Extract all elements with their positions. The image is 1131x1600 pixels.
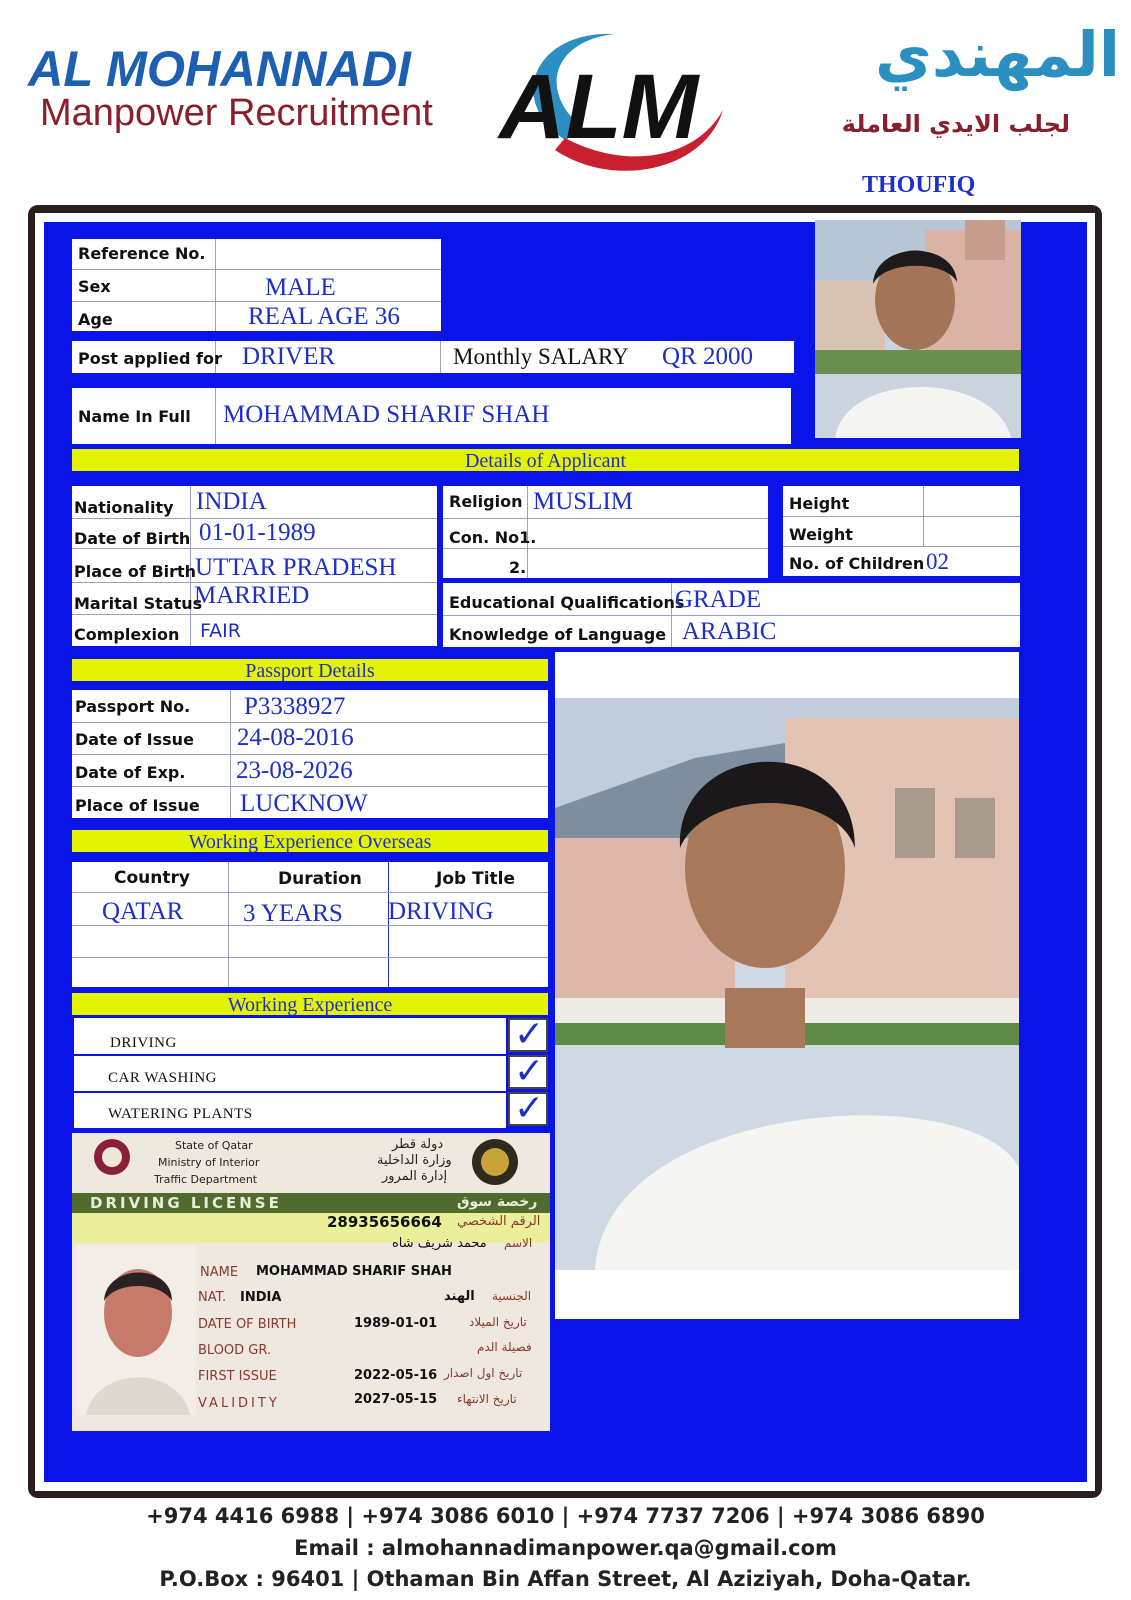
check-icon: ✓ (508, 1055, 548, 1089)
nationality-value: INDIA (196, 488, 267, 515)
overseas-table (72, 862, 548, 987)
license-first-label-ar: تاريخ اول اصدار (444, 1366, 523, 1380)
passport-no-label: Passport No. (75, 697, 191, 716)
license-first-value: 2022-05-16 (354, 1368, 438, 1383)
age-value: REAL AGE 36 (248, 303, 400, 330)
name-label: Name In Full (78, 407, 191, 426)
license-state-en: State of Qatar (175, 1139, 253, 1152)
license-name-label: NAME (200, 1265, 239, 1280)
post-label: Post applied for (78, 349, 222, 368)
license-name-label-ar: الاسم (504, 1236, 533, 1250)
religion-label: Religion (449, 492, 523, 511)
dob-label: Date of Birth (74, 529, 191, 548)
sex-value: MALE (265, 274, 336, 301)
license-validity-label: VALIDITY (198, 1396, 280, 1411)
brand-name: AL MOHANNADI (28, 41, 411, 97)
license-dob-label-ar: تاريخ الميلاد (469, 1315, 527, 1329)
license-dob-value: 1989-01-01 (354, 1316, 438, 1331)
overseas-section-title: Working Experience Overseas (72, 830, 548, 852)
weight-label: Weight (789, 525, 853, 544)
religion-value: MUSLIM (533, 488, 634, 515)
license-id-ar: الرقم الشخصي (457, 1214, 541, 1229)
height-label: Height (789, 494, 850, 513)
passport-issue-label: Date of Issue (75, 730, 194, 749)
logo-text: ALM (499, 56, 699, 158)
overseas-header-job-title: Job Title (436, 869, 515, 889)
experience-item-watering-plants: WATERING PLANTS (108, 1106, 253, 1122)
passport-place-label: Place of Issue (75, 796, 200, 815)
experience-list (72, 1014, 548, 1130)
overseas-country-value: QATAR (102, 898, 184, 925)
passport-section-title: Passport Details (72, 659, 548, 681)
footer-address: P.O.Box : 96401 | Othaman Bin Affan Street, Al Aziziyah, Doha-Qatar. (159, 1567, 972, 1591)
passport-exp-value: 23-08-2026 (236, 757, 353, 784)
traffic-emblem (470, 1137, 520, 1187)
sex-label: Sex (78, 277, 111, 296)
experience-item-driving: DRIVING (110, 1035, 177, 1051)
company-logo (495, 20, 725, 180)
reference-label: Reference No. (78, 244, 206, 263)
marital-value: MARRIED (194, 582, 310, 609)
license-dept-en: Traffic Department (154, 1173, 258, 1186)
check-icon: ✓ (508, 1018, 548, 1052)
salary-value: QR 2000 (662, 343, 753, 370)
license-validity-value: 2027-05-15 (354, 1392, 438, 1407)
license-nat-label: NAT. (198, 1290, 227, 1305)
age-label: Age (78, 310, 113, 329)
applicant-photo-large (555, 698, 1019, 1270)
license-nat-ar: الهند (444, 1289, 475, 1304)
experience-item-car-washing: CAR WASHING (108, 1070, 217, 1086)
applicant-photo-small (815, 220, 1021, 438)
experience-section-title: Working Experience (72, 993, 548, 1015)
children-value: 02 (926, 549, 949, 574)
agent-name: THOUFIQ (862, 172, 976, 198)
dob-value: 01-01-1989 (199, 519, 316, 546)
passport-exp-label: Date of Exp. (75, 763, 186, 782)
license-blood-label: BLOOD GR. (198, 1343, 272, 1358)
qatar-emblem (92, 1137, 132, 1177)
language-value: ARABIC (682, 618, 777, 645)
check-icon: ✓ (508, 1092, 548, 1126)
driving-license-card (72, 1133, 550, 1431)
complexion-value: FAIR (200, 620, 241, 642)
brand-subtitle-arabic: لجلب الايدي العاملة (841, 110, 1070, 138)
post-value: DRIVER (242, 343, 336, 370)
marital-label: Marital Status (74, 594, 203, 613)
overseas-header-duration: Duration (278, 869, 362, 889)
footer-phones: +974 4416 6988 | +974 3086 6010 | +974 7737 7206 | +974 3086 6890 (146, 1504, 985, 1528)
basic-info-table (72, 239, 441, 331)
license-photo (76, 1245, 196, 1415)
passport-issue-value: 24-08-2016 (237, 724, 354, 751)
details-right-table (783, 486, 1020, 576)
overseas-duration-value: 3 YEARS (243, 900, 343, 927)
nationality-label: Nationality (74, 498, 174, 517)
pob-label: Place of Birth (74, 562, 197, 581)
post-row (72, 341, 794, 373)
license-number: 28935656664 (327, 1213, 442, 1231)
pob-value: UTTAR PRADESH (195, 554, 397, 581)
qualifications-table (443, 583, 1020, 647)
brand-name-arabic: المهندي (875, 18, 1120, 91)
details-left-table (72, 486, 437, 646)
license-dob-label: DATE OF BIRTH (198, 1317, 297, 1332)
passport-no-value: P3338927 (244, 693, 346, 720)
license-validity-label-ar: تاريخ الانتهاء (457, 1392, 517, 1406)
contact-1-label: Con. No1. (449, 528, 537, 547)
license-title-ar: رخصة سوق (457, 1194, 538, 1210)
details-middle-table (443, 486, 768, 578)
name-value: MOHAMMAD SHARIF SHAH (223, 401, 550, 428)
name-row (72, 388, 791, 444)
license-blood-label-ar: فصيلة الدم (477, 1340, 532, 1354)
license-dept-ar: إدارة المرور (382, 1169, 448, 1184)
license-name-ar: محمد شريف شاه (392, 1236, 487, 1251)
passport-table (72, 690, 548, 818)
education-value: GRADE (675, 586, 762, 613)
footer-email: Email : almohannadimanpower.qa@gmail.com (294, 1536, 837, 1560)
passport-place-value: LUCKNOW (240, 790, 368, 817)
complexion-label: Complexion (74, 625, 180, 644)
language-label: Knowledge of Language (449, 625, 667, 644)
license-name-value: MOHAMMAD SHARIF SHAH (256, 1264, 452, 1279)
license-ministry-ar: وزارة الداخلية (377, 1153, 452, 1168)
license-first-label: FIRST ISSUE (198, 1369, 277, 1384)
license-ministry-en: Ministry of Interior (158, 1156, 260, 1169)
license-state-ar: دولة قطر (392, 1137, 444, 1152)
license-title: DRIVING LICENSE (90, 1194, 282, 1212)
details-section-title: Details of Applicant (72, 449, 1019, 471)
license-nat-value: INDIA (240, 1290, 282, 1305)
salary-label: Monthly SALARY (453, 344, 629, 369)
overseas-header-country: Country (114, 868, 190, 888)
brand-subtitle: Manpower Recruitment (40, 92, 433, 134)
education-label: Educational Qualifications (449, 593, 685, 612)
contact-2-label: 2. (509, 558, 527, 577)
overseas-job-value: DRIVING (388, 898, 494, 925)
children-label: No. of Children (789, 554, 925, 573)
license-nat-label-ar: الجنسية (492, 1289, 532, 1303)
